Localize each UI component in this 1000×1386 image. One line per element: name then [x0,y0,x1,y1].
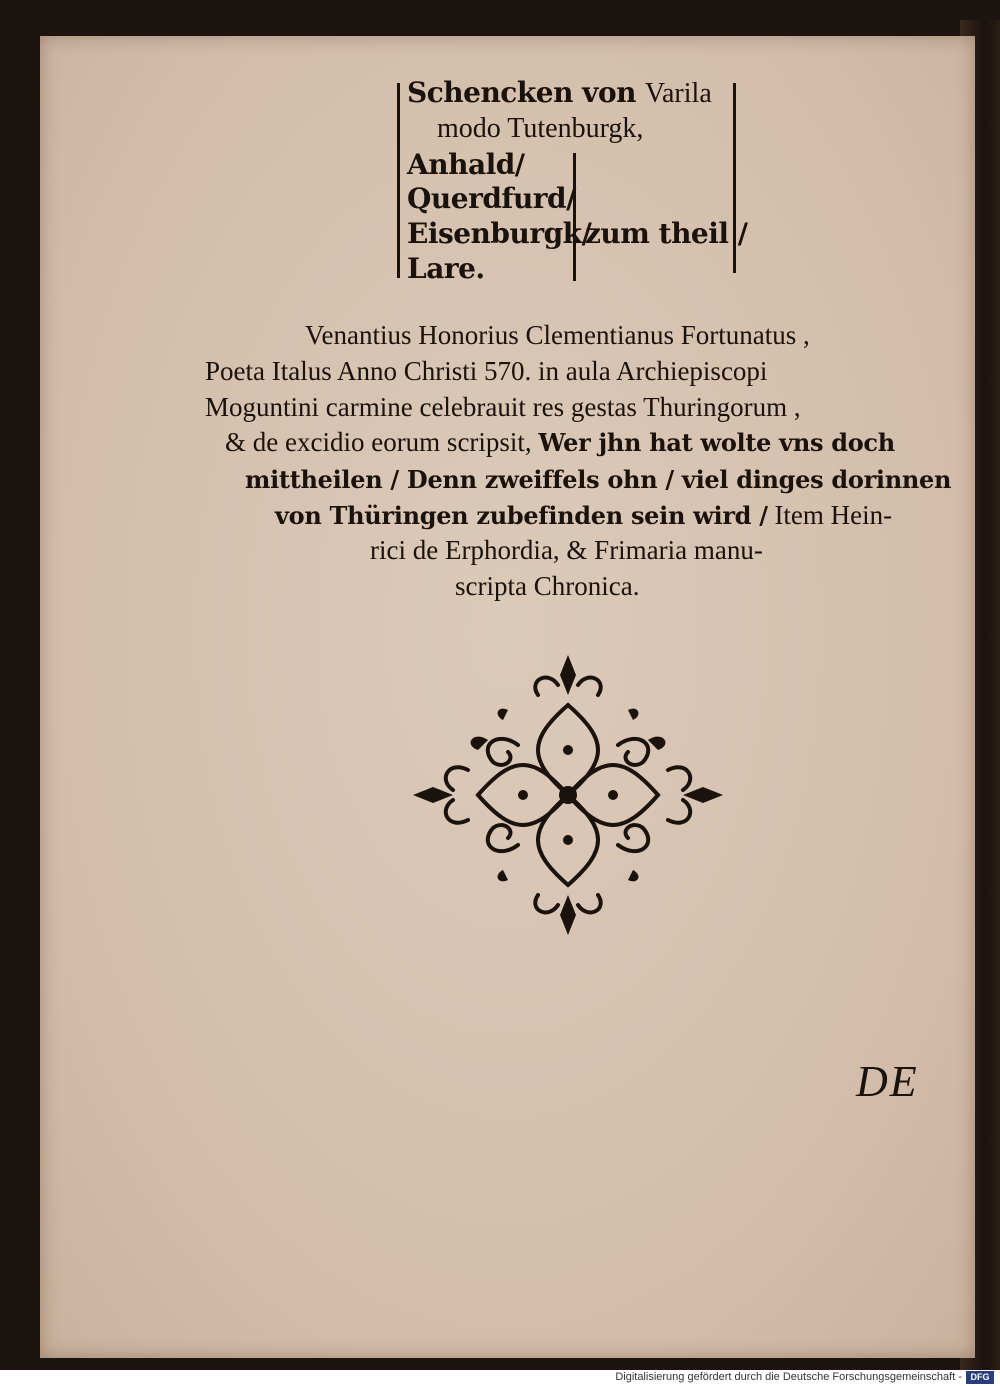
paragraph-line-5: mittheilen / Denn zweiffels ohn / viel dinges dorinnen [245,465,952,494]
paragraph-line-4-german: Wer jhn hat wolte vns doch [538,428,895,457]
genealogy-line-5: Eisenburgk/ [407,217,592,250]
genealogy-line-4: Querdfurd/ [407,182,576,215]
fleuron-ornament-icon [408,650,728,940]
left-bracket [397,83,406,278]
genealogy-latin-text: Varila [644,78,712,109]
genealogy-line-1 [407,75,712,111]
footer-credit-text: Digitalisierung gefördert durch die Deutsche Forschungsgemeinschaft - [615,1371,962,1383]
paragraph-line-6-german: von Thüringen zubefinden sein wird / [275,501,768,530]
footer-bar [0,1370,1000,1386]
paragraph-line-4 [225,425,895,461]
paragraph-line-2: Poeta Italus Anno Christi 570. in aula Archiepiscopi [205,356,768,386]
paragraph-line-1: Venantius Honorius Clementianus Fortunatus , [305,320,810,350]
catchword: DE [856,1057,919,1106]
paragraph-line-8: scripta Chronica. [455,571,640,601]
dfg-logo-icon: DFG [966,1371,994,1384]
genealogy-line-3: Anhald/ [407,148,525,181]
paragraph-line-3: Moguntini carmine celebrauit res gestas Thuringorum , [205,392,801,422]
paragraph-line-4-latin: & de excidio eorum scripsit, [225,427,532,457]
paragraph-line-6-latin: Item Hein- [774,500,893,530]
paragraph-line-7: rici de Erphordia, & Frimaria manu- [370,535,763,565]
paragraph-line-6 [275,498,892,534]
genealogy-note: zum theil / [585,217,748,250]
genealogy-line-2: modo Tutenburgk, [437,113,644,144]
genealogy-block [395,75,748,290]
genealogy-frak-text: Schencken von [407,76,636,109]
genealogy-line-6: Lare. [407,252,485,285]
